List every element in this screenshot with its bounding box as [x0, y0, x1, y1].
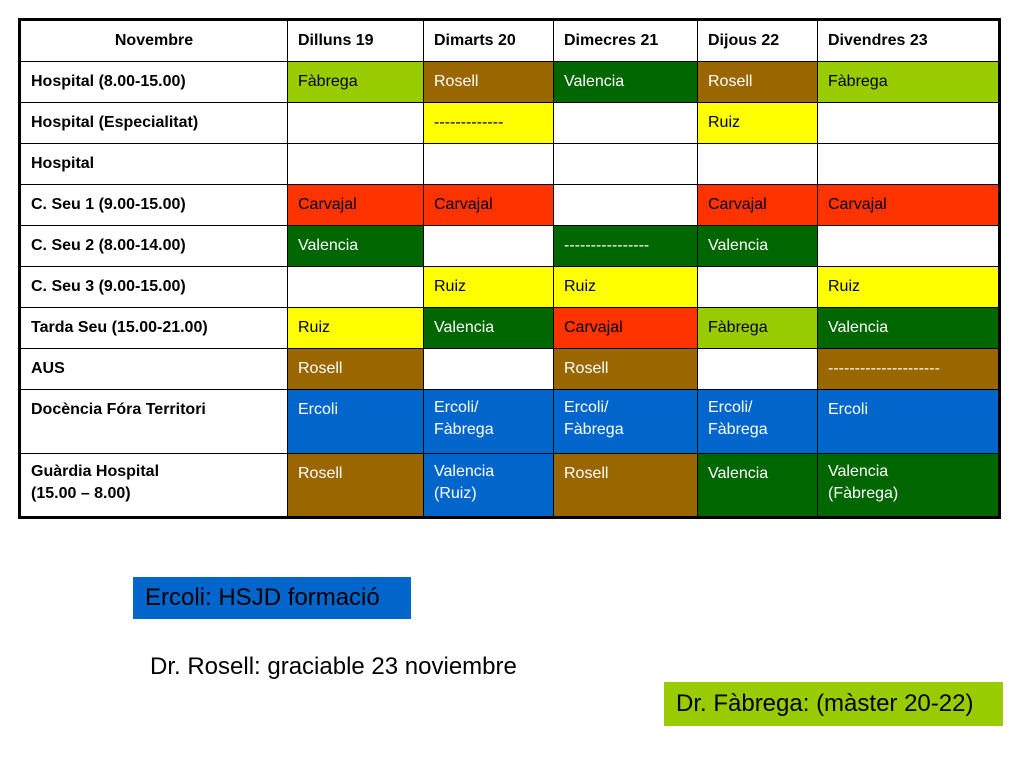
- cell-text: Rosell: [564, 465, 609, 482]
- schedule-cell: [698, 62, 818, 103]
- cell-text: Carvajal: [708, 196, 767, 213]
- schedule-cell: [288, 226, 424, 267]
- schedule-cell: [554, 308, 698, 349]
- row-label-line: C. Seu 2 (8.00-14.00): [31, 237, 186, 254]
- cell-text: Ruiz: [434, 278, 467, 295]
- row-label: [20, 349, 288, 390]
- header-day: Dijous 22: [698, 20, 818, 62]
- schedule-cell: [698, 185, 818, 226]
- schedule-cell: [288, 267, 424, 308]
- cell-text: Fàbrega: [708, 421, 768, 438]
- cell-text: Rosell: [298, 465, 343, 482]
- row-label-line: Tarda Seu (15.00-21.00): [31, 319, 208, 336]
- row-label-line: AUS: [31, 360, 65, 377]
- schedule-cell: [424, 185, 554, 226]
- schedule-cell: [818, 390, 1000, 454]
- row-label-line: Guàrdia Hospital: [31, 463, 160, 480]
- cell-text: (Fàbrega): [828, 485, 899, 502]
- header-row: [20, 20, 1000, 62]
- schedule-cell: [288, 308, 424, 349]
- cell-text: (Ruiz): [434, 485, 477, 502]
- schedule-cell: [554, 390, 698, 454]
- schedule-row: [20, 226, 1000, 267]
- row-label: [20, 62, 288, 103]
- schedule-body: [20, 20, 1000, 518]
- schedule-cell: [818, 308, 1000, 349]
- cell-text: ----------------: [564, 237, 650, 254]
- schedule-row: [20, 103, 1000, 144]
- schedule-cell: [818, 144, 1000, 185]
- rosell-note: Dr. Rosell: graciable 23 noviembre: [150, 653, 517, 680]
- schedule-cell: [818, 454, 1000, 518]
- cell-text: Valencia: [564, 73, 625, 90]
- schedule-cell: [554, 226, 698, 267]
- cell-text: Rosell: [564, 360, 609, 377]
- row-label-line: Hospital (Especialitat): [31, 114, 199, 131]
- schedule-cell: [424, 454, 554, 518]
- schedule-cell: [288, 349, 424, 390]
- schedule-cell: [698, 454, 818, 518]
- schedule-cell: [554, 454, 698, 518]
- schedule-cell: [288, 144, 424, 185]
- schedule-cell: [554, 103, 698, 144]
- on-call-schedule-table: [18, 18, 1001, 519]
- cell-text: Valencia: [828, 319, 889, 336]
- cell-text: Valencia: [434, 463, 495, 480]
- header-day: Dimecres 21: [554, 20, 698, 62]
- schedule-cell: [424, 226, 554, 267]
- schedule-cell: [424, 267, 554, 308]
- cell-text: Carvajal: [434, 196, 493, 213]
- cell-text: Rosell: [298, 360, 343, 377]
- row-label: [20, 267, 288, 308]
- row-label-line: C. Seu 1 (9.00-15.00): [31, 196, 186, 213]
- row-label-line: Docència Fóra Territori: [31, 401, 206, 418]
- cell-text: Fàbrega: [298, 73, 358, 90]
- schedule-cell: [818, 103, 1000, 144]
- header-day: Dimarts 20: [424, 20, 554, 62]
- schedule-cell: [698, 144, 818, 185]
- schedule-row: [20, 185, 1000, 226]
- cell-text: Carvajal: [298, 196, 357, 213]
- row-label: [20, 390, 288, 454]
- schedule-cell: [554, 185, 698, 226]
- cell-text: Ercoli: [828, 401, 869, 418]
- ercoli-note: Ercoli: HSJD formació: [133, 577, 411, 619]
- schedule-row: [20, 308, 1000, 349]
- row-label: [20, 144, 288, 185]
- schedule-cell: [554, 267, 698, 308]
- cell-text: Ruiz: [828, 278, 861, 295]
- schedule-cell: [818, 267, 1000, 308]
- row-label-line: Hospital (8.00-15.00): [31, 73, 186, 90]
- cell-text: Rosell: [434, 73, 479, 90]
- cell-text: Rosell: [708, 73, 753, 90]
- cell-text: Ercoli/: [708, 399, 753, 416]
- schedule-cell: [698, 390, 818, 454]
- schedule-row: [20, 390, 1000, 454]
- schedule-cell: [698, 103, 818, 144]
- schedule-cell: [424, 308, 554, 349]
- cell-text: Ercoli: [298, 401, 339, 418]
- schedule-cell: [424, 349, 554, 390]
- cell-text: Ruiz: [708, 114, 741, 131]
- schedule-cell: [288, 103, 424, 144]
- cell-text: Ruiz: [564, 278, 597, 295]
- schedule-cell: [698, 308, 818, 349]
- row-label: [20, 308, 288, 349]
- header-day: Dilluns 19: [288, 20, 424, 62]
- schedule-row: [20, 454, 1000, 518]
- row-label: [20, 185, 288, 226]
- cell-text: Valencia: [708, 237, 769, 254]
- header-day: Divendres 23: [818, 20, 1000, 62]
- cell-text: ---------------------: [828, 360, 940, 377]
- cell-text: Fàbrega: [564, 421, 624, 438]
- schedule-cell: [424, 144, 554, 185]
- row-label-line: C. Seu 3 (9.00-15.00): [31, 278, 186, 295]
- schedule-cell: [424, 62, 554, 103]
- cell-text: Carvajal: [828, 196, 887, 213]
- schedule-cell: [554, 349, 698, 390]
- cell-text: Ercoli/: [434, 399, 479, 416]
- cell-text: -------------: [434, 114, 504, 131]
- schedule-cell: [288, 185, 424, 226]
- schedule-row: [20, 62, 1000, 103]
- schedule-cell: [424, 103, 554, 144]
- schedule-cell: [698, 226, 818, 267]
- row-label: [20, 226, 288, 267]
- schedule-row: [20, 349, 1000, 390]
- row-label-line: Hospital: [31, 155, 95, 172]
- schedule-cell: [818, 349, 1000, 390]
- cell-text: Ercoli/: [564, 399, 609, 416]
- row-label: [20, 454, 288, 518]
- cell-text: Valencia: [298, 237, 359, 254]
- schedule-cell: [698, 267, 818, 308]
- schedule-cell: [698, 349, 818, 390]
- row-label: [20, 103, 288, 144]
- cell-text: Valencia: [828, 463, 889, 480]
- schedule-cell: [818, 226, 1000, 267]
- schedule-cell: [818, 62, 1000, 103]
- schedule-cell: [288, 454, 424, 518]
- schedule-cell: [288, 62, 424, 103]
- cell-text: Fàbrega: [708, 319, 768, 336]
- cell-text: Valencia: [708, 465, 769, 482]
- schedule-cell: [554, 144, 698, 185]
- schedule-cell: [818, 185, 1000, 226]
- cell-text: Fàbrega: [434, 421, 494, 438]
- schedule-cell: [554, 62, 698, 103]
- header-month: Novembre: [20, 20, 288, 62]
- cell-text: Carvajal: [564, 319, 623, 336]
- cell-text: Fàbrega: [828, 73, 888, 90]
- schedule-cell: [288, 390, 424, 454]
- cell-text: Valencia: [434, 319, 495, 336]
- schedule-cell: [424, 390, 554, 454]
- schedule-row: [20, 267, 1000, 308]
- schedule-row: [20, 144, 1000, 185]
- cell-text: Ruiz: [298, 319, 331, 336]
- fabrega-note: Dr. Fàbrega: (màster 20-22): [664, 682, 1003, 726]
- row-label-line: (15.00 – 8.00): [31, 485, 131, 502]
